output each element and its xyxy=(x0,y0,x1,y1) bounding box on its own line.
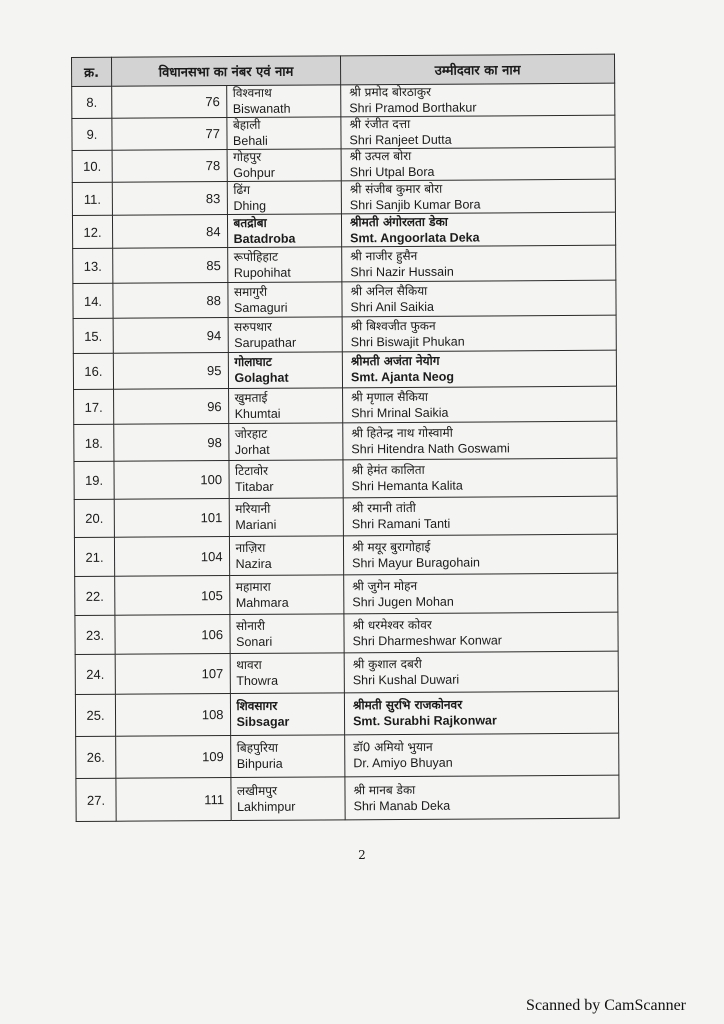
serial-number: 18. xyxy=(84,435,103,451)
candidate-name-english: Shri Jugen Mohan xyxy=(352,594,454,609)
constituency-number-cell xyxy=(112,215,227,249)
serial-number: 12. xyxy=(83,224,102,240)
serial-cell xyxy=(72,182,112,215)
constituency-name-english: Sonari xyxy=(236,634,273,649)
candidate-name-hindi: श्री धरमेश्वर कोवर xyxy=(352,617,432,632)
table-header-row xyxy=(72,54,615,86)
constituency-name-english: Lakhimpur xyxy=(237,799,296,814)
constituency-name-hindi: विश्वनाथ xyxy=(232,85,272,101)
candidate-name-english: Shri Mrinal Saikia xyxy=(351,405,449,420)
candidate-cell xyxy=(342,315,616,352)
constituency-name-english: Jorhat xyxy=(234,442,270,457)
header-serial: क्र. xyxy=(72,57,112,86)
constituency-name-hindi: ढिंग xyxy=(233,182,250,197)
constituency-number: 109 xyxy=(202,749,224,765)
constituency-name-english: Bihpuria xyxy=(236,756,283,772)
candidate-cell xyxy=(342,245,616,282)
candidate-name-hindi: श्री अनिल सैकिया xyxy=(350,283,428,298)
constituency-name-cell xyxy=(230,693,345,736)
serial-cell xyxy=(75,576,115,615)
serial-number: 25. xyxy=(86,707,105,723)
table-row xyxy=(72,212,615,248)
constituency-number-cell xyxy=(114,424,229,462)
candidate-name-english: Shri Hitendra Nath Goswami xyxy=(351,440,510,456)
constituency-name-hindi: समागुरी xyxy=(233,284,268,299)
serial-number: 17. xyxy=(84,399,103,415)
serial-number: 19. xyxy=(84,472,104,488)
candidate-name-english: Shri Pramod Borthakur xyxy=(349,100,477,116)
constituency-number: 96 xyxy=(207,398,222,414)
constituency-name-cell xyxy=(228,388,343,424)
serial-cell xyxy=(74,499,114,537)
serial-cell xyxy=(72,118,112,150)
serial-cell xyxy=(74,461,114,499)
serial-cell xyxy=(72,150,112,182)
table-row xyxy=(73,315,616,353)
candidate-cell xyxy=(341,147,615,181)
candidate-cell xyxy=(343,421,617,460)
constituency-number: 104 xyxy=(200,548,223,564)
constituency-name-english: Khumtai xyxy=(234,406,281,421)
constituency-number-cell xyxy=(112,86,227,119)
serial-number: 24. xyxy=(86,666,105,682)
serial-number: 8. xyxy=(86,94,98,110)
constituency-name-hindi: सरुपथार xyxy=(234,319,272,334)
constituency-name-hindi: गोहपुर xyxy=(233,149,262,165)
candidate-name-hindi: श्रीमती अंगोरलता डेका xyxy=(349,214,448,229)
table-row xyxy=(75,691,618,736)
constituency-name-english: Dhing xyxy=(233,198,267,213)
constituency-name-english: Gohpur xyxy=(233,165,275,181)
serial-number: 16. xyxy=(84,363,103,379)
constituency-name-cell xyxy=(226,85,341,118)
constituency-number-cell xyxy=(112,182,227,216)
table-row xyxy=(74,386,617,424)
candidate-cell xyxy=(343,458,617,498)
table-row xyxy=(75,612,618,654)
table-row xyxy=(76,775,619,821)
constituency-number: 100 xyxy=(200,472,223,488)
constituency-name-hindi: सोनारी xyxy=(235,618,266,633)
constituency-number-cell xyxy=(116,778,231,822)
constituency-number: 106 xyxy=(201,626,224,642)
table-row xyxy=(72,179,615,215)
constituency-number: 105 xyxy=(201,587,223,603)
table-row xyxy=(75,573,618,615)
candidate-cell xyxy=(342,280,616,317)
constituency-name-cell xyxy=(229,536,344,576)
constituency-name-cell xyxy=(226,117,341,150)
constituency-number-cell xyxy=(114,499,229,538)
constituency-name-hindi: खुमताई xyxy=(234,390,268,405)
constituency-number: 107 xyxy=(201,666,224,682)
candidate-name-english: Shri Hemanta Kalita xyxy=(351,478,463,494)
candidate-cell xyxy=(341,179,615,214)
constituency-number: 78 xyxy=(205,158,221,174)
constituency-name-english: Samaguri xyxy=(233,300,288,315)
serial-number: 21. xyxy=(85,549,104,565)
candidate-name-hindi: श्री उत्पल बोरा xyxy=(349,148,412,164)
constituency-name-english: Thowra xyxy=(236,673,279,689)
constituency-name-hindi: थावरा xyxy=(236,657,262,673)
constituency-name-english: Sibsagar xyxy=(236,714,290,730)
serial-cell xyxy=(73,283,113,318)
constituency-number: 101 xyxy=(200,510,223,526)
serial-cell xyxy=(72,215,112,248)
serial-cell xyxy=(75,694,115,736)
candidate-cell xyxy=(341,212,615,247)
constituency-name-english: Mahmara xyxy=(235,595,289,610)
serial-number: 9. xyxy=(86,126,98,142)
constituency-number: 88 xyxy=(206,292,222,308)
serial-number: 22. xyxy=(85,588,104,604)
constituency-number-cell xyxy=(113,283,228,319)
constituency-number-cell xyxy=(114,461,229,500)
serial-number: 23. xyxy=(85,627,105,643)
constituency-number: 95 xyxy=(206,363,222,379)
table-row xyxy=(75,651,618,694)
candidate-name-hindi: श्री कुशाल दबरी xyxy=(352,656,422,672)
serial-cell xyxy=(76,778,116,821)
candidate-cell xyxy=(343,386,617,423)
constituency-name-cell xyxy=(229,498,344,537)
constituency-number: 94 xyxy=(206,327,222,343)
constituency-number: 83 xyxy=(205,190,221,206)
candidate-cell xyxy=(341,115,615,149)
candidate-cell xyxy=(345,733,619,777)
constituency-name-hindi: लखीमपुर xyxy=(236,783,277,798)
constituency-name-hindi: नाज़िरा xyxy=(235,540,266,555)
candidate-name-english: Shri Manab Deka xyxy=(353,798,451,813)
candidate-name-hindi: श्री रंजीत दत्ता xyxy=(349,116,411,132)
constituency-number-cell xyxy=(113,318,228,354)
constituency-name-cell xyxy=(230,653,345,694)
constituency-name-hindi: टिटावोर xyxy=(234,463,269,479)
constituency-number-cell xyxy=(115,694,230,737)
candidate-name-english: Dr. Amiyo Bhuyan xyxy=(353,755,453,771)
constituency-name-hindi: महामारा xyxy=(235,579,271,594)
serial-cell xyxy=(73,248,113,283)
serial-cell xyxy=(73,353,113,389)
constituency-name-cell xyxy=(228,352,343,389)
constituency-number-cell xyxy=(112,150,227,183)
candidate-name-english: Shri Nazir Hussain xyxy=(350,264,454,279)
constituency-name-english: Nazira xyxy=(235,556,272,571)
constituency-number: 85 xyxy=(206,257,221,273)
table-row xyxy=(74,421,617,461)
constituency-name-english: Golaghat xyxy=(234,370,289,386)
candidate-cell xyxy=(345,775,619,820)
constituency-name-english: Batadroba xyxy=(233,231,296,246)
constituency-name-hindi: गोलाघाट xyxy=(234,354,272,370)
candidate-name-english: Smt. Ajanta Neog xyxy=(350,369,455,385)
constituency-name-cell xyxy=(227,181,342,215)
candidate-name-hindi: श्री हितेन्द्र नाथ गोस्वामी xyxy=(351,425,453,440)
candidate-cell xyxy=(344,651,618,693)
candidate-cell xyxy=(344,691,618,735)
constituency-number: 77 xyxy=(205,126,221,142)
serial-cell xyxy=(74,537,114,576)
page-number: 2 xyxy=(358,848,366,862)
constituency-name-cell xyxy=(230,735,345,778)
candidate-cell xyxy=(341,83,615,117)
candidate-cell xyxy=(344,612,618,653)
candidate-name-english: Smt. Angoorlata Deka xyxy=(350,230,480,245)
table-row xyxy=(74,458,617,499)
constituency-name-cell xyxy=(228,317,343,353)
constituency-name-cell xyxy=(229,614,344,654)
candidate-name-english: Shri Ranjeet Dutta xyxy=(349,132,452,148)
table-row xyxy=(72,83,615,118)
constituency-name-english: Titabar xyxy=(235,479,274,495)
constituency-name-cell xyxy=(228,460,343,499)
constituency-name-english: Sarupathar xyxy=(234,335,297,350)
serial-cell xyxy=(75,615,115,654)
serial-number: 27. xyxy=(86,792,106,808)
constituency-name-hindi: बेहाली xyxy=(232,117,261,133)
serial-number: 20. xyxy=(85,510,104,526)
constituency-name-hindi: बिहपुरिया xyxy=(236,740,279,756)
candidate-table xyxy=(71,54,620,822)
candidate-cell xyxy=(343,534,617,575)
constituency-number-cell xyxy=(115,576,230,616)
table-row xyxy=(72,115,615,150)
constituency-name-hindi: जोरहाट xyxy=(234,426,268,441)
constituency-name-hindi: शिवसागर xyxy=(236,698,278,714)
constituency-number: 76 xyxy=(205,94,220,110)
candidate-name-hindi: श्री जुगेन मोहन xyxy=(352,578,418,593)
header-constituency: विधानसभा का नंबर एवं नाम xyxy=(112,56,341,86)
constituency-name-hindi: मरियानी xyxy=(235,501,271,517)
constituency-number-cell xyxy=(115,654,230,695)
constituency-number: 84 xyxy=(206,223,221,239)
candidate-name-english: Shri Mayur Buragohain xyxy=(352,555,480,570)
table-row xyxy=(74,534,617,576)
constituency-number-cell xyxy=(113,353,228,390)
serial-number: 11. xyxy=(83,191,101,207)
constituency-number-cell xyxy=(113,248,228,284)
constituency-name-english: Rupohihat xyxy=(233,265,291,280)
candidate-name-english: Shri Kushal Duwari xyxy=(352,672,460,688)
table-row xyxy=(74,496,617,537)
table-row xyxy=(72,147,615,182)
header-candidate: उम्मीदवार का नाम xyxy=(340,54,614,85)
table-body xyxy=(72,83,619,821)
constituency-name-english: Biswanath xyxy=(232,101,291,117)
candidate-name-hindi: श्री मानब डेका xyxy=(353,782,416,797)
constituency-number-cell xyxy=(114,389,229,425)
scanner-watermark: Scanned by CamScanner xyxy=(526,997,686,1014)
table-row xyxy=(73,245,616,283)
candidate-name-hindi: श्री नाजीर हुसैन xyxy=(350,248,418,263)
candidate-name-hindi: डॉ0 अमियो भुयान xyxy=(353,739,433,755)
candidate-name-english: Shri Sanjib Kumar Bora xyxy=(349,197,481,212)
candidate-name-hindi: श्री मयूर बुरागोहाई xyxy=(351,539,431,554)
serial-number: 13. xyxy=(83,258,102,274)
serial-cell xyxy=(73,318,113,353)
candidate-name-hindi: श्री हेमंत कालिता xyxy=(351,462,425,478)
constituency-name-cell xyxy=(229,575,344,615)
constituency-name-cell xyxy=(228,423,343,461)
table-row xyxy=(73,350,616,389)
serial-cell xyxy=(75,654,115,694)
table-row xyxy=(73,280,616,318)
candidate-cell xyxy=(344,573,618,614)
constituency-name-cell xyxy=(227,282,342,318)
serial-cell xyxy=(74,389,114,424)
candidate-name-hindi: श्री बिश्वजीत फुकन xyxy=(350,318,436,333)
constituency-name-english: Mariani xyxy=(235,517,277,533)
constituency-number-cell xyxy=(115,615,230,655)
candidate-cell xyxy=(342,350,616,388)
constituency-number-cell xyxy=(112,118,227,151)
candidate-name-hindi: श्री मृणाल सैकिया xyxy=(351,389,428,404)
serial-cell xyxy=(74,424,114,461)
constituency-name-hindi: बतद्रोबा xyxy=(233,215,267,230)
constituency-number-cell xyxy=(114,537,229,577)
candidate-name-english: Shri Utpal Bora xyxy=(349,164,435,180)
candidate-name-english: Smt. Surabhi Rajkonwar xyxy=(353,713,497,729)
constituency-name-cell xyxy=(227,214,342,248)
candidate-name-english: Shri Dharmeshwar Konwar xyxy=(352,632,502,648)
constituency-name-cell xyxy=(230,777,345,821)
candidate-name-english: Shri Anil Saikia xyxy=(350,299,434,314)
serial-number: 14. xyxy=(83,293,103,309)
candidate-name-hindi: श्री रमानी तांती xyxy=(351,500,416,516)
serial-cell xyxy=(72,86,112,118)
serial-cell xyxy=(76,736,116,778)
candidate-name-hindi: श्रीमती सुरभि राजकोनवर xyxy=(352,697,463,713)
candidate-cell xyxy=(343,496,617,536)
candidate-name-hindi: श्री संजीब कुमार बोरा xyxy=(349,181,443,196)
table-row xyxy=(76,733,619,778)
constituency-name-cell xyxy=(227,247,342,283)
constituency-name-cell xyxy=(227,149,342,182)
candidate-name-english: Shri Ramani Tanti xyxy=(351,516,451,532)
serial-number: 15. xyxy=(84,328,103,344)
constituency-name-hindi: रूपोहिहाट xyxy=(233,249,279,264)
constituency-number: 98 xyxy=(207,434,222,450)
constituency-number: 108 xyxy=(201,707,224,723)
constituency-name-english: Behali xyxy=(232,133,268,149)
candidate-name-hindi: श्री प्रमोद बोरठाकुर xyxy=(349,84,432,100)
candidate-name-english: Shri Biswajit Phukan xyxy=(350,334,465,349)
constituency-number-cell xyxy=(116,736,231,779)
serial-number: 26. xyxy=(86,749,105,765)
constituency-number: 111 xyxy=(204,791,225,807)
candidate-name-hindi: श्रीमती अजंता नेयोग xyxy=(350,353,440,369)
serial-number: 10. xyxy=(83,158,102,174)
